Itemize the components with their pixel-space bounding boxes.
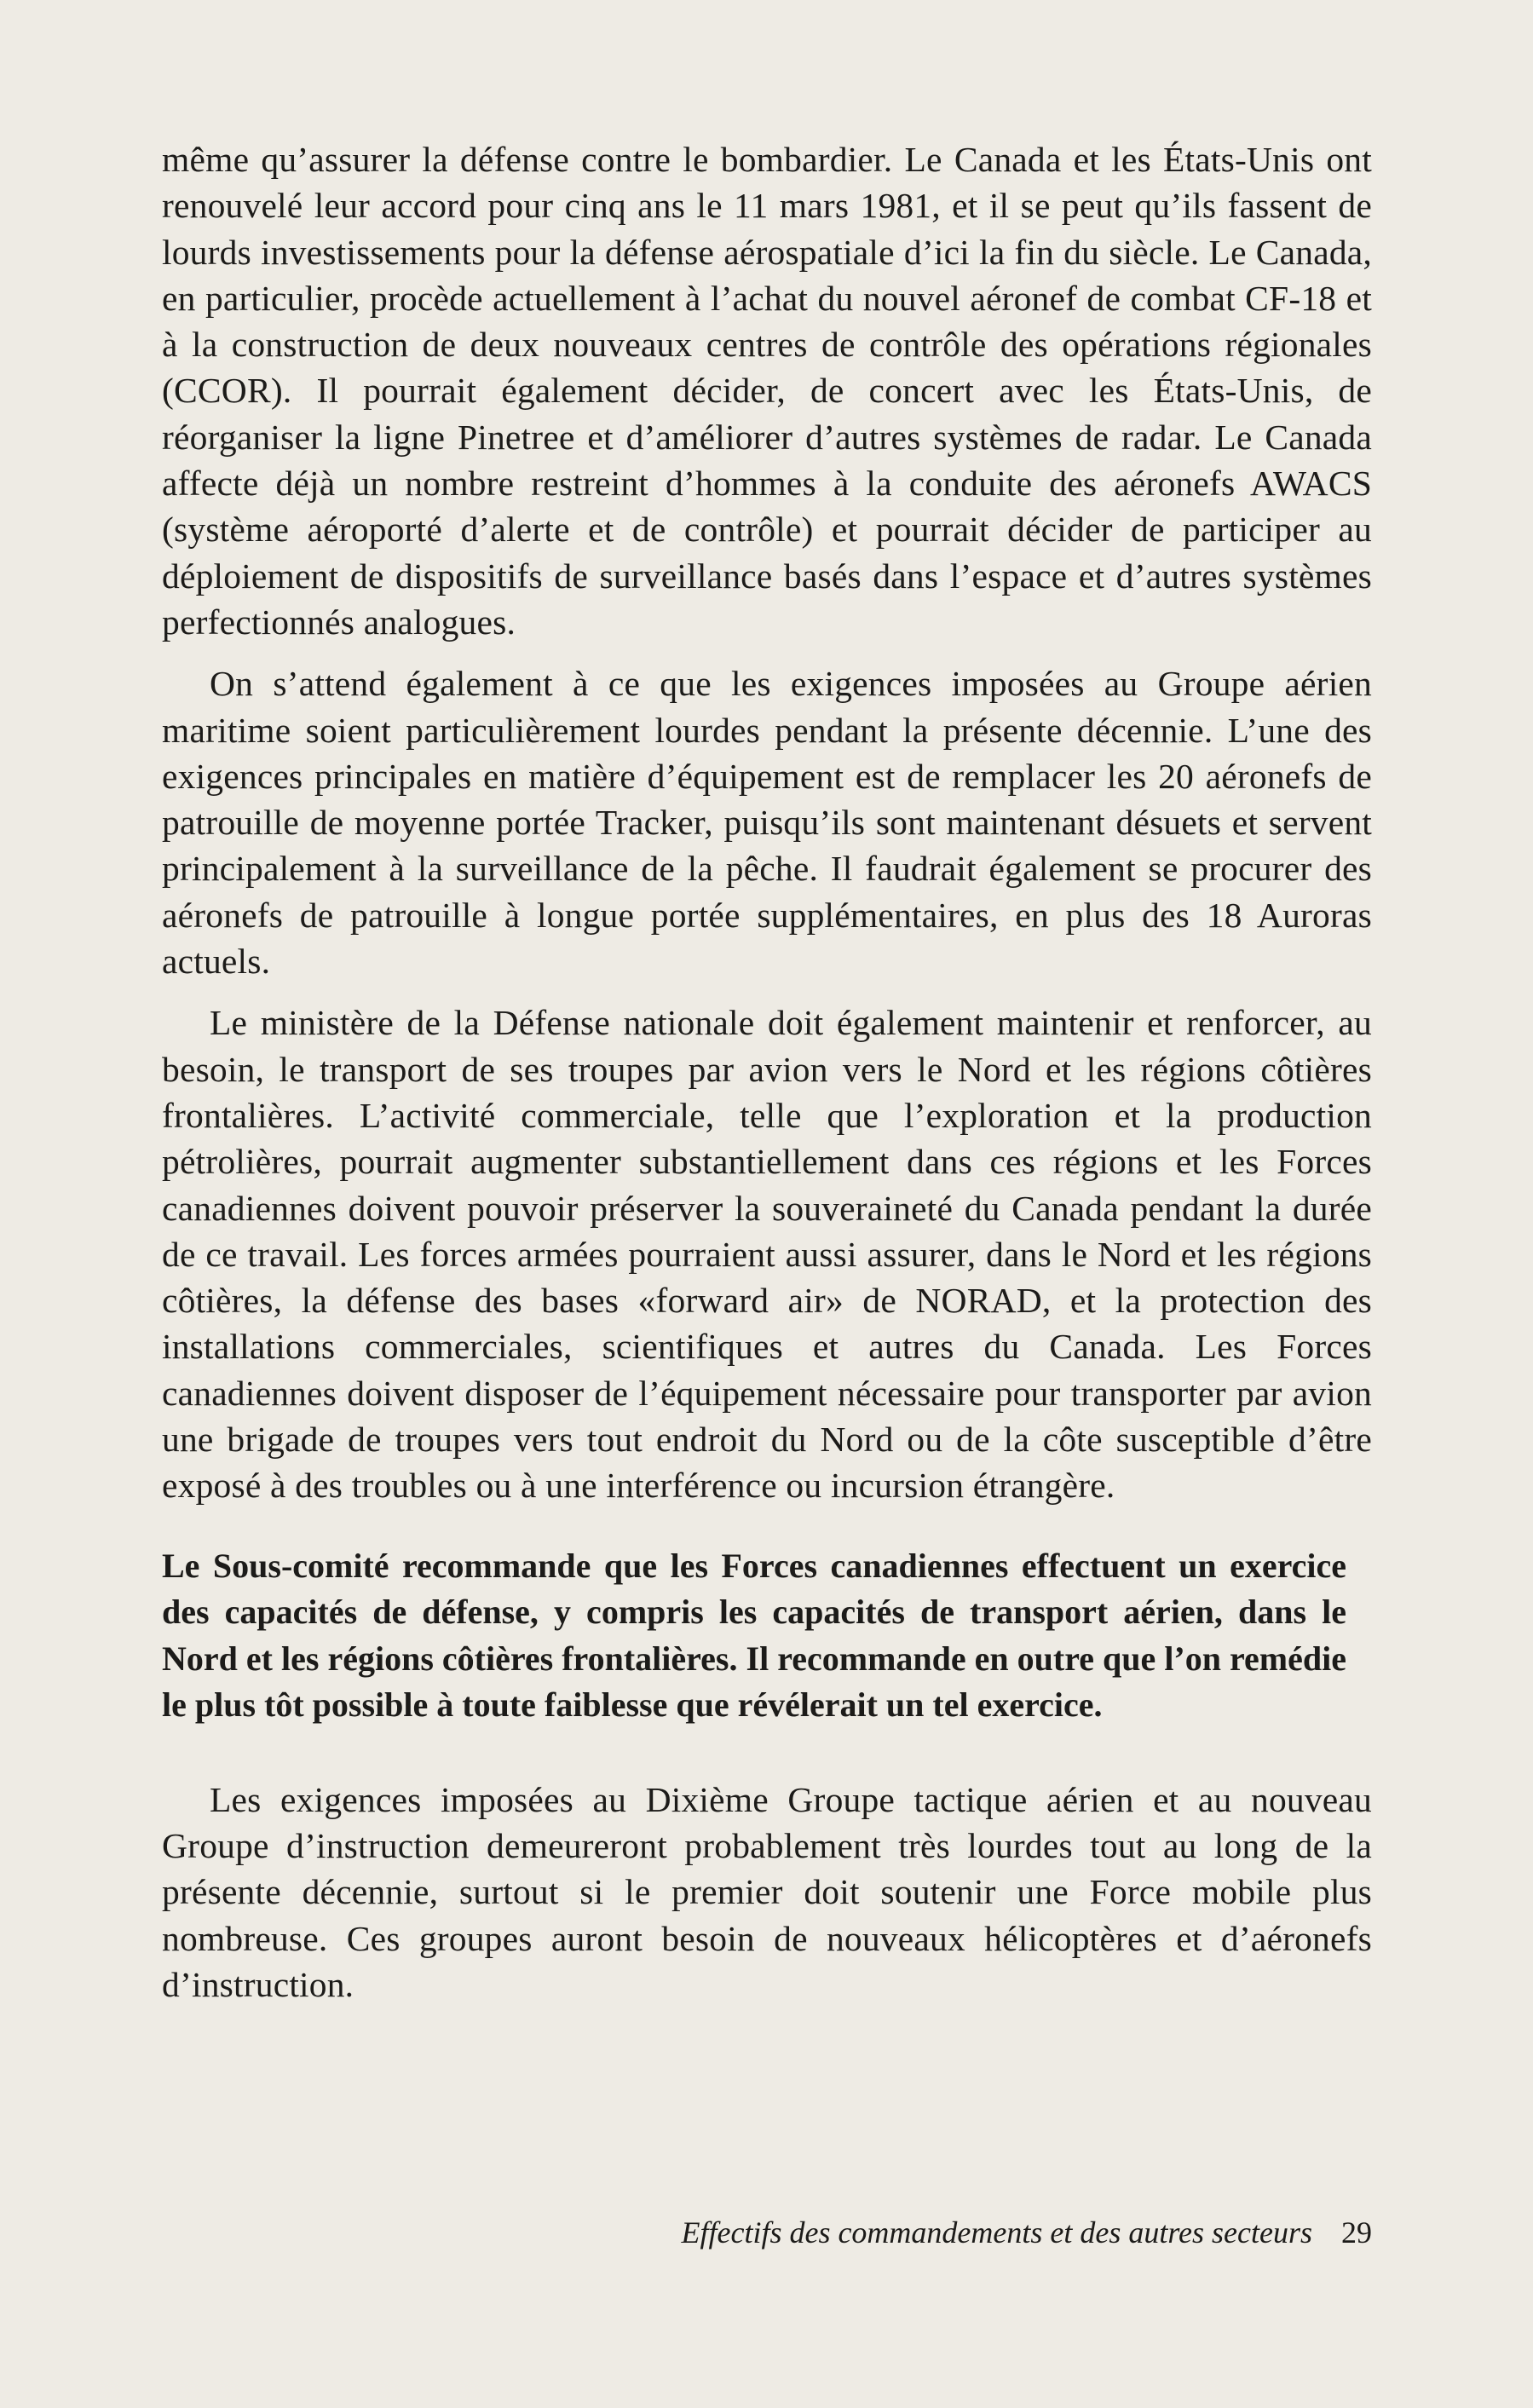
- page-footer: [162, 2212, 1372, 2253]
- page-number: 29: [1341, 2215, 1372, 2250]
- body-paragraph-3: Le ministère de la Défense nationale doit également maintenir et renforcer, au besoin, le transport de ses troupes par avion vers le Nord et les régions côtières frontalières. L’activité commerciale, telle que l’exploration et la production pétrolières, pourrait augmenter substantiellement dans ces régions et les Forces canadiennes doivent pouvoir préserver la souveraineté du Canada pendant la durée de ce travail. Les forces armées pourraient aussi assurer, dans le Nord et les régions côtières, la défense des bases «forward air» de NORAD, et la protection des installations commerciales, scientifiques et autres du Canada. Les Forces canadiennes doivent disposer de l’équipement nécessaire pour transporter par avion une brigade de troupes vers tout endroit du Nord ou de la côte susceptible d’être exposé à des troubles ou à une interférence ou incursion étrangère.: [162, 1003, 1372, 1506]
- body-paragraph-4: Les exigences imposées au Dixième Groupe tactique aérien et au nouveau Groupe d’instruction demeureront probablement très lourdes tout au long de la présente décennie, surtout si le premier doit soutenir une Force mobile plus nombreuse. Ces groupes auront besoin de nouveaux hélicoptères et d’aéronefs d’instruction.: [162, 1779, 1372, 2004]
- running-title: Effectifs des commandements et des autres secteurs: [681, 2215, 1312, 2250]
- body-paragraph-2: On s’attend également à ce que les exigences imposées au Groupe aérien maritime soient particulièrement lourdes pendant la présente décennie. L’une des exigences principales en matière d’équipement est de remplacer les 20 aéronefs de patrouille de moyenne portée Tracker, puisqu’ils sont maintenant désuets et servent principalement à la surveillance de la pêche. Il faudrait également se procurer des aéronefs de patrouille à longue portée supplémentaires, en plus des 18 Auroras actuels.: [162, 664, 1372, 982]
- recommendation-paragraph: Le Sous-comité recommande que les Forces canadiennes effectuent un exercice des capacités de défense, y compris les capacités de transport aérien, dans le Nord et les régions côtières frontalières. Il recommande en outre que l’on remédie le plus tôt possible à toute faiblesse que révélerait un tel exercice.: [162, 1546, 1346, 1725]
- document-page: [162, 136, 1372, 2369]
- body-paragraph-1: même qu’assurer la défense contre le bombardier. Le Canada et les États-Unis ont renouvelé leur accord pour cinq ans le 11 mars 1981, et il se peut qu’ils fassent de lourds investissements pour la défense aérospatiale d’ici la fin du siècle. Le Canada, en particulier, procède actuellement à l’achat du nouvel aéronef de combat CF-18 et à la construction de deux nouveaux centres de contrôle des opérations régionales (CCOR). Il pourrait également décider, de concert avec les États-Unis, de réorganiser la ligne Pinetree et d’améliorer d’autres systèmes de radar. Le Canada affecte déjà un nombre restreint d’hommes à la conduite des aéronefs AWACS (système aéroporté d’alerte et de contrôle) et pourrait décider de participer au déploiement de dispositifs de surveillance basés dans l’espace et d’autres systèmes perfectionnés analogues.: [162, 140, 1372, 642]
